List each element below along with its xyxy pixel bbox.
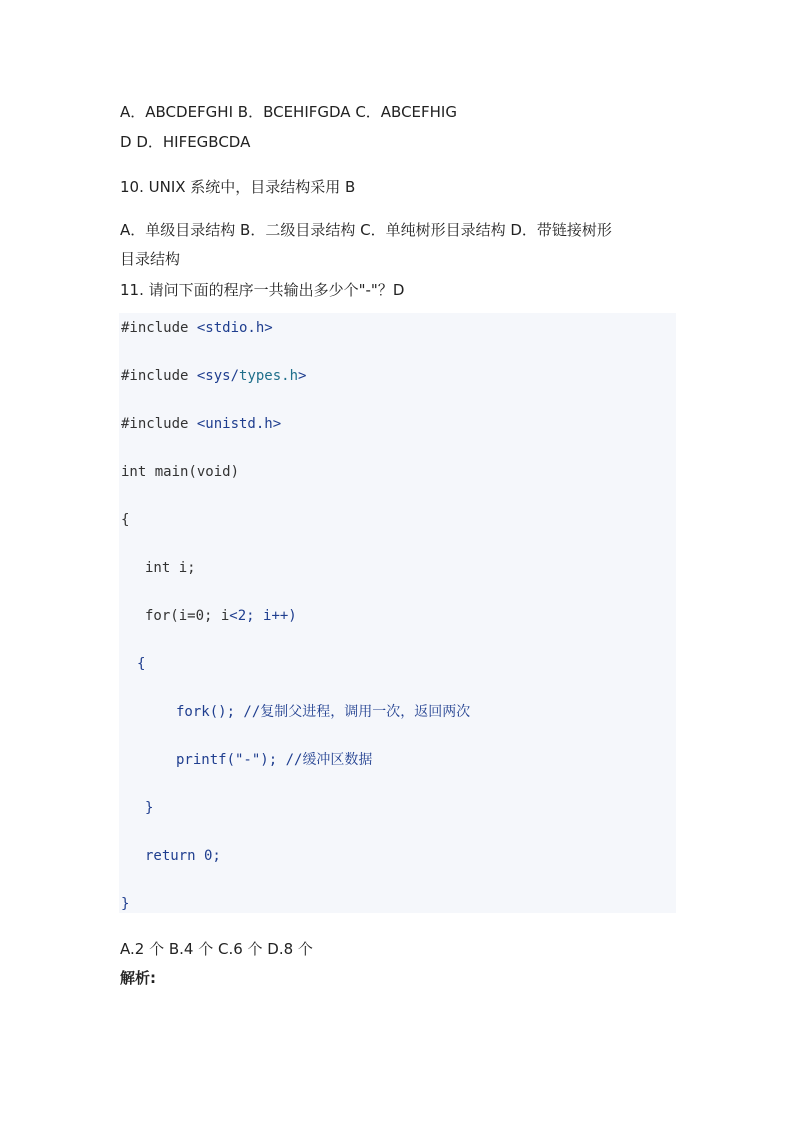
code-header: <unistd.h> xyxy=(196,416,282,432)
code-header-part: types.h xyxy=(239,368,299,384)
analysis-label: 解析: xyxy=(120,969,156,987)
code-line-10 xyxy=(176,750,372,770)
code-line-8: { xyxy=(137,656,146,672)
code-comment: 缓冲区数据 xyxy=(302,752,373,768)
code-line-5: { xyxy=(121,512,130,528)
code-text: for(i=0; i xyxy=(145,608,230,624)
code-line-2 xyxy=(121,366,306,386)
code-block xyxy=(119,313,676,913)
q11-options: A.2 个 B.4 个 C.6 个 D.8 个 xyxy=(120,940,313,958)
code-line-4: int main(void) xyxy=(121,464,240,480)
code-line-13: } xyxy=(121,896,130,912)
code-text: printf("-"); // xyxy=(176,752,303,768)
code-keyword: #include xyxy=(121,416,197,432)
code-line-7 xyxy=(145,606,297,626)
q10-question: 10. UNIX 系统中，目录结构采用 B xyxy=(120,178,356,196)
code-header: <sys/ xyxy=(196,368,240,384)
code-line-3 xyxy=(121,414,281,434)
code-text: <2; i++) xyxy=(229,608,297,624)
q10-options-line2: 目录结构 xyxy=(120,250,181,268)
code-keyword: #include xyxy=(121,320,197,336)
code-header: <stdio.h> xyxy=(196,320,273,336)
code-text: fork(); // xyxy=(176,704,261,720)
q11-question: 11. 请问下面的程序一共输出多少个"-"？D xyxy=(120,281,405,299)
code-line-12: return 0; xyxy=(145,848,221,864)
q9-options-line1: A．ABCDEFGHI B．BCEHIFGDA C．ABCEFHIG xyxy=(120,103,457,121)
code-line-1 xyxy=(121,318,273,338)
code-header-part: > xyxy=(298,368,307,384)
code-line-11: } xyxy=(145,800,154,816)
code-keyword: #include xyxy=(121,368,197,384)
code-comment: 复制父进程，调用一次，返回两次 xyxy=(260,704,471,720)
q10-options-line1: A．单级目录结构 B．二级目录结构 C．单纯树形目录结构 D．带链接树形 xyxy=(120,221,612,239)
q9-options-line2: D D．HIFEGBCDA xyxy=(120,133,251,151)
code-line-9 xyxy=(176,702,470,722)
code-line-6: int i; xyxy=(145,560,196,576)
